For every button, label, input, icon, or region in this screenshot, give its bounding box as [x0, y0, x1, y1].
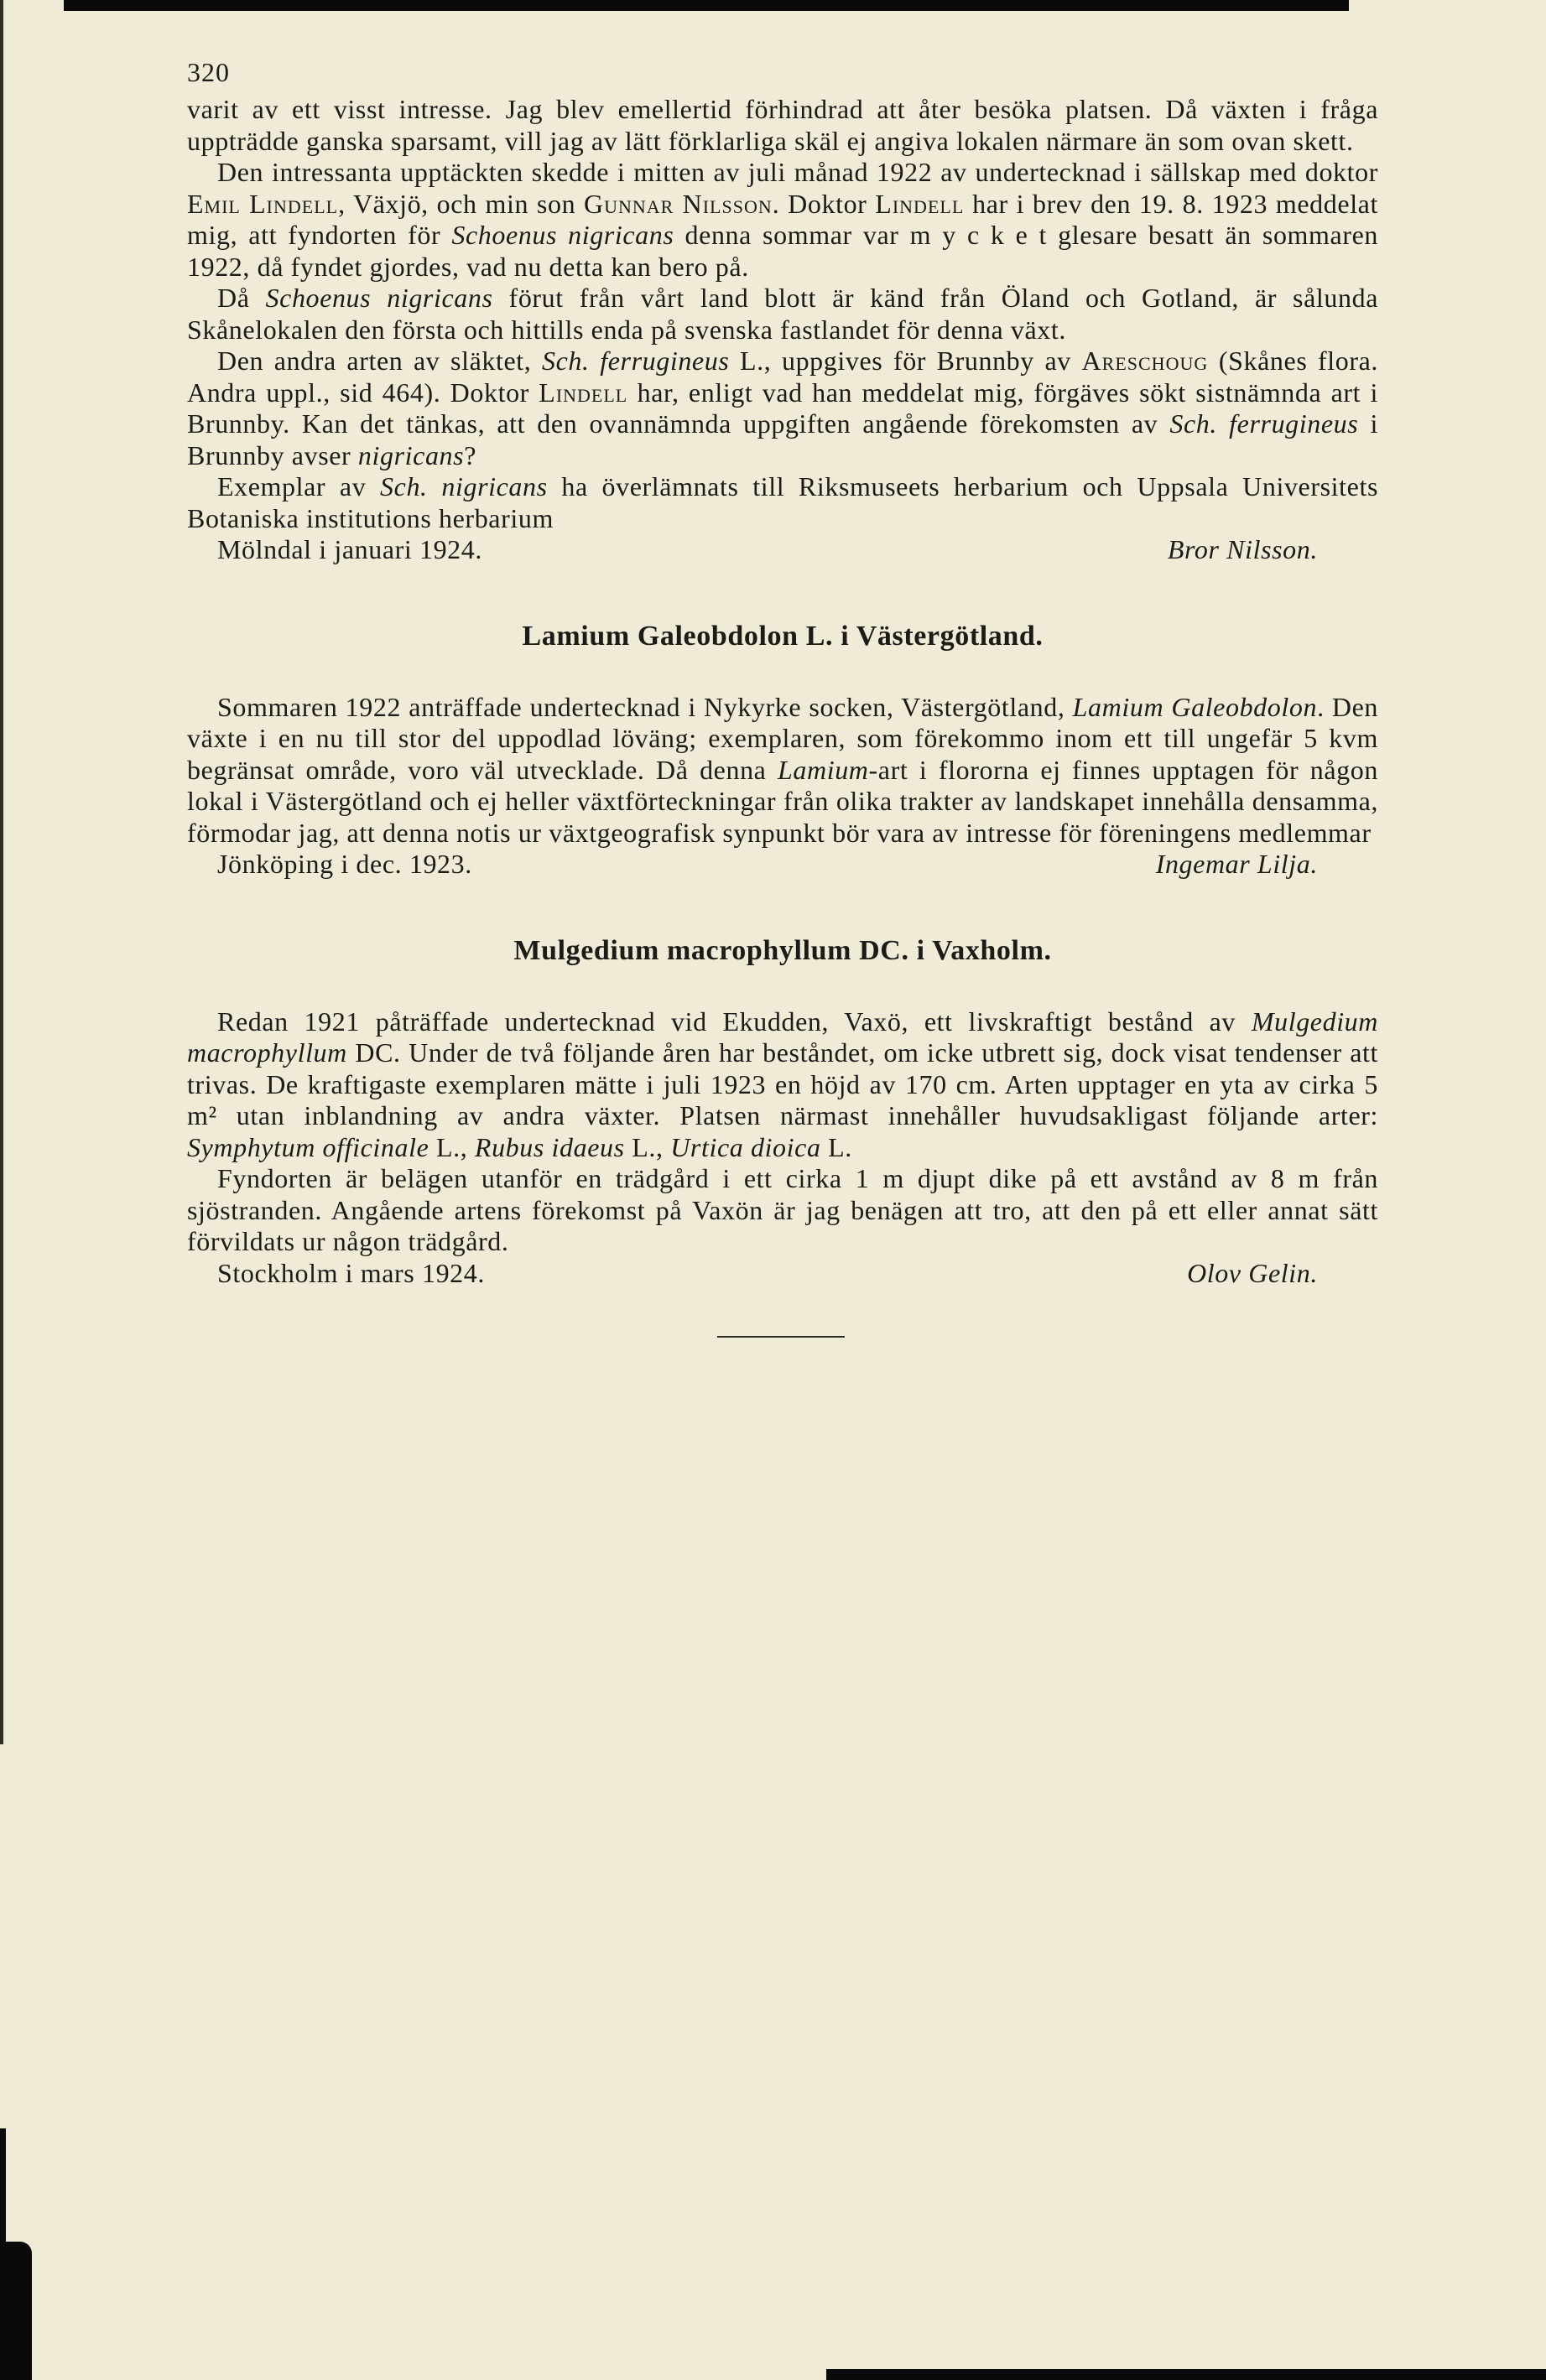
article-schoenus-continuation [187, 94, 1378, 566]
author-signature: Ingemar Lilja. [1155, 849, 1318, 879]
author-signature: Olov Gelin. [1187, 1257, 1318, 1288]
dateline [187, 1258, 1378, 1290]
article-paragraphs [187, 692, 1378, 850]
dateline-place: Stockholm i mars 1924. [217, 1257, 485, 1288]
dateline-place: Jönköping i dec. 1923. [217, 849, 472, 879]
article-title: Lamium Galeobdolon L. i Västergötland. [522, 620, 1044, 652]
paragraph: Fyndorten är belägen utanför en trädgård i ett cirka 1 m djupt dike på ett avstånd av 8 m från sjöstranden. Angående artens förekomst på Vaxön är jag benägen att tro, att den på ett eller annat sätt förvildats ur någon trädgård. [187, 1163, 1378, 1256]
paragraph: Den andra arten av släktet, Sch. ferrugineus L., uppgives för Brunnby av Areschoug (Skånes flora. Andra uppl., sid 464). Doktor Lindell har, enligt vad han meddelat mig, förgäves sökt sistnämnda art i Brunnby. Kan det tänkas, att den ovannämnda uppgiften angående förekomsten av Sch. ferrugineus i Brunnby avser nigricans? [187, 346, 1379, 470]
paragraph: Exemplar av Sch. nigricans ha överlämnats till Riksmuseets herbarium och Uppsala Universitets Botaniska institutions herbarium [187, 471, 1379, 533]
article-lamium [187, 620, 1378, 881]
author-signature: Bror Nilsson. [1167, 534, 1318, 564]
paragraph: varit av ett visst intresse. Jag blev emellertid förhindrad att åter besöka platsen. Då växten i fråga uppträdde ganska sparsamt, vill jag av lätt förklarliga skäl ej angiva lokalen närmare än som ovan skett. [187, 94, 1378, 156]
paragraph: Den intressanta upptäckten skedde i mitten av juli månad 1922 av undertecknad i sällskap med doktor Emil Lindell, Växjö, och min son Gunnar Nilsson. Doktor Lindell har i brev den 19. 8. 1923 meddelat mig, att fyndorten för Schoenus nigricans denna sommar var m y c k e t glesare besatt än sommaren 1922, då fyndet gjordes, vad nu detta kan bero på. [187, 157, 1378, 282]
scan-artifact-left-edge-line [0, 0, 3, 1744]
page-number: 320 [187, 57, 230, 87]
scan-artifact-top-bar [64, 0, 1349, 11]
footer-divider-rule [717, 1336, 845, 1338]
article-paragraphs [187, 94, 1378, 534]
article-mulgedium [187, 934, 1378, 1290]
paragraph: Sommaren 1922 anträffade undertecknad i Nykyrke socken, Västergötland, Lamium Galeobdolon. Den växte i en nu till stor del uppodlad löväng; exemplaren, som förekommo inom ett till ungefär 5 kvm begränsat område, voro väl utvecklade. Då denna Lamium-art i flororna ej finnes upptagen för någon lokal i Västergötland och ej heller växtförteckningar från olika trakter av landskapet innehålla densamma, förmodar jag, att denna notis ur växtgeografisk synpunkt bör vara av intresse för föreningens medlemmar [187, 691, 1379, 848]
dateline [187, 849, 1378, 881]
scan-artifact-bottom-bar [826, 2369, 1546, 2380]
page-content [187, 94, 1378, 1338]
paragraph: Då Schoenus nigricans förut från vårt land blott är känd från Öland och Gotland, är sålunda Skånelokalen den första och hittills enda på svenska fastlandet för denna växt. [187, 283, 1378, 345]
dateline-place: Mölndal i januari 1924. [217, 534, 482, 564]
article-title: Mulgedium macrophyllum DC. i Vaxholm. [513, 934, 1052, 966]
dateline [187, 534, 1378, 566]
article-paragraphs [187, 1006, 1378, 1258]
paragraph: Redan 1921 påträffade undertecknad vid Ekudden, Vaxö, ett livskraftigt bestånd av Mulgedium macrophyllum DC. Under de två följande åren har beståndet, om icke utbrett sig, dock visat tendenser att trivas. De kraftigaste exemplaren mätte i juli 1923 en höjd av 170 cm. Arten upptager en yta av cirka 5 m² utan inblandning av andra växter. Platsen närmast innehåller huvudsakligast följande arter: Symphytum officinale L., Rubus idaeus L., Urtica dioica L. [187, 1006, 1378, 1162]
scan-artifact-bottom-left-line [0, 2128, 6, 2380]
